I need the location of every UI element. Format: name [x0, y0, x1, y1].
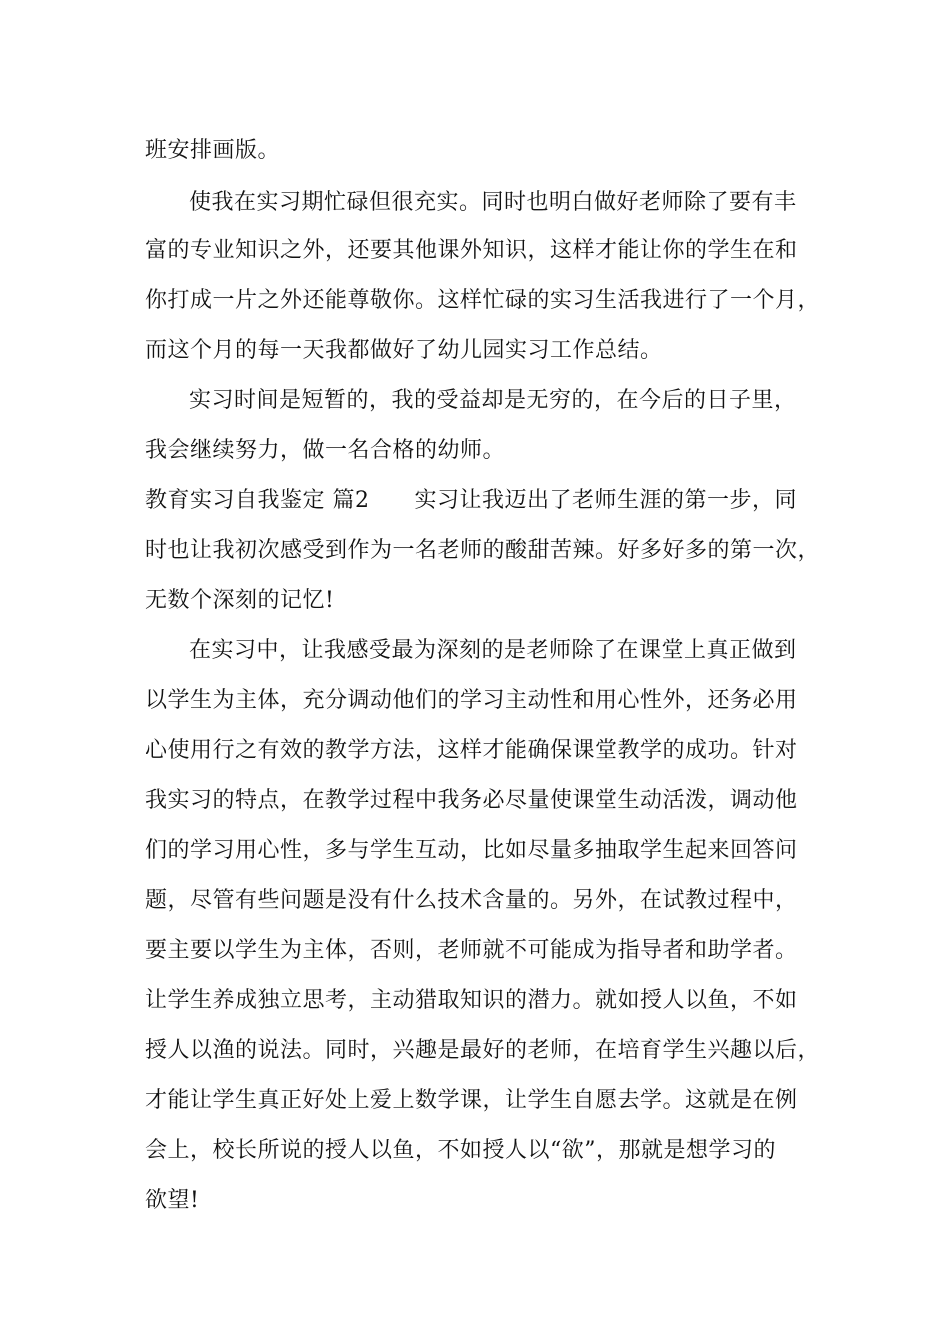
text-line-15: 们的学习用心性，多与学生互动，比如尽量多抽取学生起来回答问 — [145, 838, 798, 863]
text-line-2: 使我在实习期忙碌但很充实。同时也明白做好老师除了要有丰 — [189, 190, 797, 215]
text-line-20: 才能让学生真正好处上爱上数学课，让学生自愿去学。这就是在例 — [145, 1088, 798, 1113]
text-line-5: 而这个月的每一天我都做好了幼儿园实习工作总结。 — [145, 338, 663, 363]
text-line-16: 题，尽管有些问题是没有什么技术含量的。另外，在试教过程中， — [145, 888, 798, 913]
text-line-7: 我会继续努力，做一名合格的幼师。 — [145, 438, 506, 463]
text-line-11: 在实习中，让我感受最为深刻的是老师除了在课堂上真正做到 — [189, 638, 797, 663]
text-line-3: 富的专业知识之外，还要其他课外知识，这样才能让你的学生在和 — [145, 238, 798, 263]
text-line-12: 以学生为主体，充分调动他们的学习主动性和用心性外，还务必用 — [145, 688, 798, 713]
text-line-1: 班安排画版。 — [145, 138, 281, 163]
text-line-14: 我实习的特点，在教学过程中我务必尽量使课堂生动活泼，调动他 — [145, 788, 798, 813]
text-line-9: 时也让我初次感受到作为一名老师的酸甜苦辣。好多好多的第一次， — [145, 538, 821, 563]
text-line-19: 授人以渔的说法。同时，兴趣是最好的老师，在培育学生兴趣以后， — [145, 1038, 821, 1063]
text-line-17: 要主要以学生为主体，否则，老师就不可能成为指导者和助学者。 — [145, 938, 798, 963]
text-line-6: 实习时间是短暂的，我的受益却是无穷的，在今后的日子里， — [189, 388, 797, 413]
text-line-13: 心使用行之有效的教学方法，这样才能确保课堂教学的成功。针对 — [145, 738, 798, 763]
text-line-22: 欲望! — [145, 1188, 200, 1213]
text-line-8: 教育实习自我鉴定 篇2 实习让我迈出了老师生涯的第一步，同 — [145, 488, 797, 513]
text-line-18: 让学生养成独立思考，主动猎取知识的潜力。就如授人以鱼，不如 — [145, 988, 798, 1013]
text-line-21: 会上，校长所说的授人以鱼，不如授人以“欲”，那就是想学习的 — [145, 1138, 776, 1163]
text-line-4: 你打成一片之外还能尊敬你。这样忙碌的实习生活我进行了一个月， — [145, 288, 821, 313]
text-line-10: 无数个深刻的记忆! — [145, 588, 335, 613]
